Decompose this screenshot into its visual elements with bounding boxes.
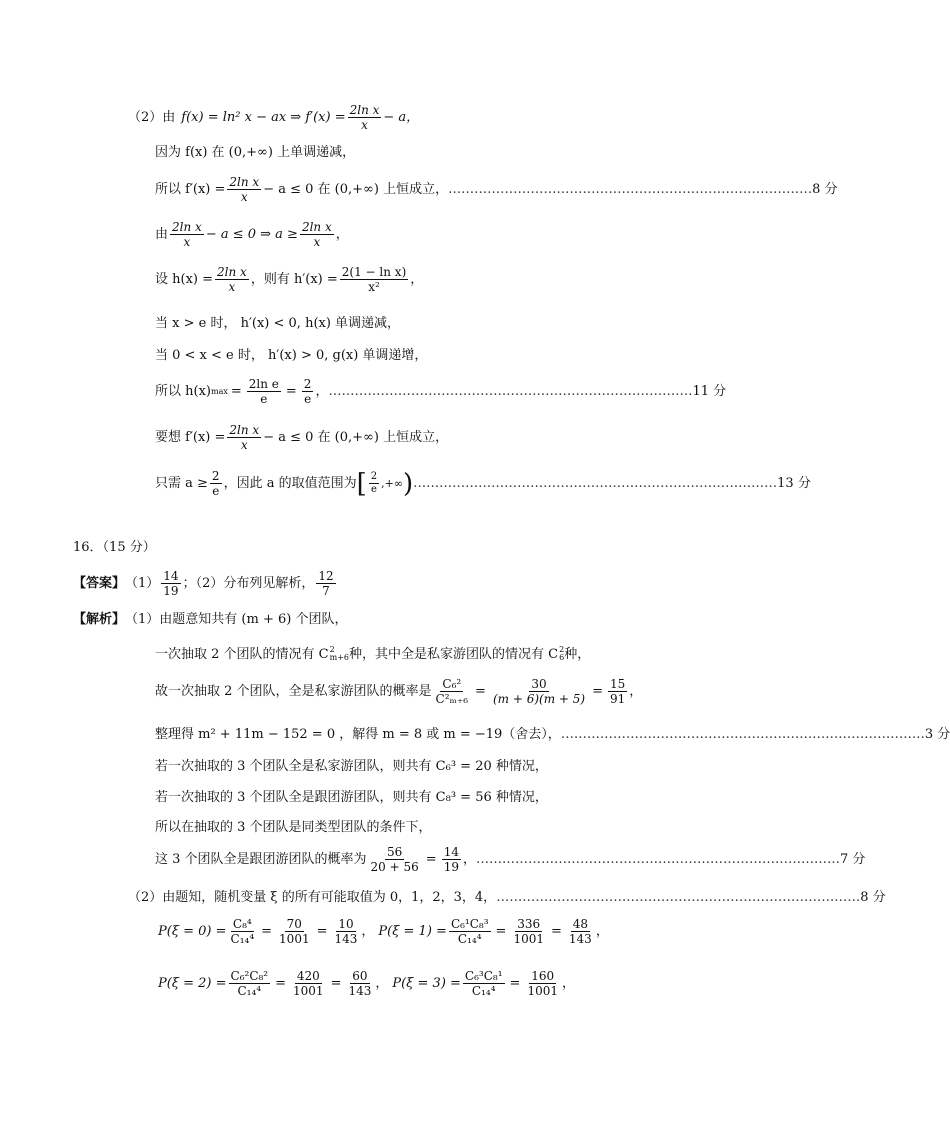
denominator: 1001	[279, 932, 310, 946]
numerator: 2ln x	[349, 103, 380, 117]
left-bracket: [	[356, 468, 367, 499]
fraction	[247, 378, 281, 405]
fraction	[277, 918, 312, 945]
subscript: m+6	[329, 653, 350, 662]
fraction	[215, 266, 249, 293]
denominator: C²ₘ₊₆	[435, 692, 469, 706]
text: ，	[462, 852, 476, 867]
score: 11 分	[692, 384, 727, 399]
denominator: x	[240, 438, 248, 452]
denominator: e	[212, 484, 220, 498]
text: =	[261, 924, 273, 939]
denominator: e	[370, 484, 377, 495]
denominator: x	[361, 118, 368, 132]
fraction	[227, 424, 261, 451]
combination-index	[330, 646, 349, 662]
text: =	[425, 852, 437, 867]
numerator: C₆²	[442, 677, 462, 691]
text: 若一次抽取的 3 个团队全是私家游团队，则共有 C₆³ = 20 种情况，	[155, 759, 548, 774]
text: 一次抽取 2 个团队的情况有 C	[155, 646, 329, 662]
numerator: 2ln e	[248, 377, 279, 391]
text: ，	[629, 684, 643, 699]
question-title: 16．（15 分）	[73, 540, 156, 555]
superscript: 2	[329, 645, 335, 654]
text: 这 3 个团队全是跟团游团队的概率为	[155, 852, 367, 867]
fraction	[227, 176, 261, 203]
text: ；（2）分布列见解析，	[182, 576, 315, 591]
denominator: C₁₄⁴	[471, 984, 496, 998]
subscript: 6	[559, 653, 565, 662]
text: 要想 f′(x) =	[155, 430, 226, 445]
numerator: 2(1 − ln x)	[341, 265, 407, 279]
fraction	[316, 570, 335, 597]
denominator: e	[260, 392, 268, 406]
numerator: 15	[609, 677, 626, 691]
fraction	[463, 970, 505, 997]
fraction	[161, 570, 180, 597]
text: 故一次抽取 2 个团队，全是私家游团队的概率是	[155, 684, 432, 699]
numerator: 60	[352, 969, 368, 983]
denominator: x	[240, 190, 248, 204]
denominator: e	[304, 392, 312, 406]
q16-analysis-line-6	[155, 791, 548, 804]
denominator: C₁₄⁴	[237, 984, 262, 998]
numerator: 2	[211, 469, 220, 483]
text: （2）由题知，随机变量 ξ 的所有可能取值为 0，1，2，3，4，	[128, 890, 497, 905]
numerator: 2ln x	[172, 220, 202, 234]
q16-part2-line-1	[128, 890, 886, 905]
denominator: 91	[609, 692, 626, 706]
denominator: x	[228, 280, 236, 294]
text: ，	[315, 384, 329, 399]
fraction	[525, 970, 560, 997]
p2-line-5	[155, 266, 423, 293]
numerator: 2ln x	[301, 220, 332, 234]
fraction	[170, 221, 204, 248]
text: 所以 f′(x) =	[155, 182, 226, 197]
q16-analysis-line-5	[155, 760, 548, 773]
fraction	[210, 470, 222, 497]
fraction	[229, 970, 271, 997]
denominator: 143	[348, 984, 372, 998]
q16-analysis-line-7	[155, 821, 432, 834]
answer-tag: 【答案】	[73, 576, 126, 591]
interval-tail: ,+∞	[381, 477, 403, 490]
text: =	[330, 976, 342, 991]
numerator: 14	[443, 845, 459, 859]
fraction	[302, 378, 314, 405]
text: 种，其中全是私家游团队的情况有 C	[349, 646, 559, 662]
leader-dots: …………………………………………………………………………	[560, 727, 925, 742]
numerator: 160	[531, 969, 555, 983]
fraction	[369, 846, 421, 873]
leader-dots: …………………………………………………………………………	[413, 476, 778, 491]
denominator: (m + 6)(m + 5)	[492, 692, 586, 706]
q16-analysis-line-8	[155, 845, 866, 874]
text: =	[509, 976, 521, 991]
fraction	[291, 970, 326, 997]
text: （1）	[125, 576, 160, 591]
fraction	[449, 918, 491, 945]
text: （2）由	[128, 110, 176, 125]
formula: P(ξ = 1) =	[378, 924, 447, 939]
text: =	[475, 684, 486, 699]
numerator: 56	[387, 845, 403, 859]
denominator: C₁₄⁴	[457, 932, 482, 946]
text: 若一次抽取的 3 个团队全是跟团游团队，则共有 C₈³ = 56 种情况，	[155, 790, 548, 805]
p2-line-3	[155, 175, 838, 204]
fraction	[434, 678, 471, 705]
numerator: 420	[296, 969, 320, 983]
score: 7 分	[839, 852, 866, 867]
p2-line-6	[155, 317, 400, 330]
formula: P(ξ = 2) =	[158, 976, 227, 991]
denominator: 1001	[293, 984, 324, 998]
formula: P(ξ = 0) =	[158, 924, 227, 939]
formula: f(x) = ln² x − ax ⇒ f′(x) =	[181, 110, 346, 125]
subscript: max	[210, 386, 228, 396]
q16-answer	[73, 570, 338, 597]
denominator: x	[183, 235, 191, 249]
score: 8 分	[860, 890, 886, 905]
fraction	[348, 104, 382, 131]
text: 所以 h(x)	[155, 384, 211, 399]
text: ，	[361, 924, 375, 939]
text: ，	[375, 976, 389, 991]
numerator: C₆¹C₈³	[450, 917, 489, 931]
numerator: 2	[303, 377, 312, 391]
q16-analysis-line-4	[155, 727, 950, 742]
leader-dots: …………………………………………………………………………	[328, 384, 693, 399]
denominator: 7	[322, 584, 330, 598]
fraction	[511, 918, 546, 945]
analysis-tag: 【解析】	[73, 612, 126, 627]
p2-line-4	[155, 221, 349, 248]
text: ，	[595, 924, 609, 939]
numerator: 2ln x	[217, 265, 247, 279]
numerator: C₈⁴	[232, 917, 252, 931]
text: 设 h(x) =	[155, 272, 214, 287]
denominator: 143	[568, 932, 592, 946]
q16-analysis-line-2	[155, 646, 590, 662]
p2-line-10	[155, 468, 811, 499]
text: =	[275, 976, 287, 991]
numerator: 14	[163, 569, 179, 583]
text: 当 0 < x < e 时， h′(x) > 0, g(x) 单调递增，	[155, 348, 428, 363]
text: 整理得 m² + 11m − 152 = 0 ，解得 m = 8 或 m = −19（舍去），	[155, 727, 561, 742]
numerator: 70	[286, 917, 302, 931]
denominator: 143	[334, 932, 358, 946]
formula: P(ξ = 3) =	[392, 976, 461, 991]
numerator: 2	[370, 471, 378, 482]
leader-dots: …………………………………………………………………………	[475, 852, 840, 867]
q16-prob-row-2	[158, 970, 575, 997]
numerator: 2ln x	[229, 175, 260, 189]
q16-header	[73, 541, 156, 554]
score: 13 分	[777, 476, 811, 491]
p2-line-9	[155, 424, 448, 451]
fraction	[369, 472, 379, 495]
text: 种，	[564, 646, 591, 662]
text: =	[551, 924, 562, 939]
p2-line-7	[155, 349, 427, 362]
text: ，因此 a 的取值范围为	[223, 476, 357, 491]
fraction	[491, 678, 587, 705]
numerator: C₆³C₈¹	[464, 969, 503, 983]
numerator: 2ln x	[229, 423, 260, 437]
denominator: 1001	[513, 932, 544, 946]
text: 因为 f(x) 在 (0,+∞) 上单调递减，	[155, 145, 356, 160]
fraction	[333, 918, 360, 945]
text: （1）由题意知共有 (m + 6) 个团队，	[125, 612, 348, 627]
text: ，	[410, 272, 424, 287]
score: 8 分	[812, 182, 838, 197]
p2-line-1	[128, 104, 419, 131]
text: =	[230, 384, 242, 399]
q16-analysis-line-1	[73, 613, 347, 626]
text: − a ≤ 0 在 (0,+∞) 上恒成立，	[263, 430, 449, 445]
leader-dots: …………………………………………………………………………	[448, 182, 813, 197]
text: 由	[155, 227, 169, 242]
fraction	[346, 970, 373, 997]
denominator: 19	[163, 584, 179, 598]
fraction	[442, 846, 461, 873]
denominator: 1001	[527, 984, 558, 998]
text: 所以在抽取的 3 个团队是同类型团队的条件下，	[155, 820, 432, 835]
numerator: 48	[572, 917, 588, 931]
formula: − a，	[383, 110, 420, 125]
text: ，	[561, 976, 575, 991]
text: ，则有 h′(x) =	[250, 272, 338, 287]
score: 3 分	[924, 727, 950, 742]
fraction	[229, 918, 257, 945]
text: =	[495, 924, 507, 939]
fraction	[300, 221, 334, 248]
text: =	[285, 384, 297, 399]
denominator: x	[313, 235, 321, 249]
text: − a ≤ 0 在 (0,+∞) 上恒成立，	[263, 182, 449, 197]
numerator: 10	[338, 917, 354, 931]
p2-line-2	[155, 146, 355, 159]
fraction	[567, 918, 594, 945]
numerator: 30	[531, 677, 547, 691]
text: ，	[335, 227, 349, 242]
fraction	[340, 266, 408, 293]
right-bracket: )	[403, 468, 414, 499]
denominator: x²	[368, 280, 380, 294]
text: =	[592, 684, 603, 699]
numerator: 336	[517, 917, 541, 931]
text: =	[316, 924, 328, 939]
denominator: C₁₄⁴	[230, 932, 255, 946]
denominator: 19	[443, 860, 459, 874]
leader-dots: …………………………………………………………………………	[496, 890, 861, 905]
numerator: C₆²C₈²	[230, 969, 269, 983]
numerator: 12	[318, 569, 334, 583]
text: 只需 a ≥	[155, 476, 208, 491]
formula: − a ≤ 0 ⇒ a ≥	[205, 227, 298, 242]
p2-line-8	[155, 377, 727, 406]
text: 当 x > e 时， h′(x) < 0, h(x) 单调递减，	[155, 316, 401, 331]
superscript: 2	[559, 645, 565, 654]
denominator: 20 + 56	[370, 860, 419, 874]
fraction	[608, 678, 627, 705]
q16-analysis-line-3	[155, 678, 642, 705]
q16-prob-row-1	[158, 918, 609, 945]
